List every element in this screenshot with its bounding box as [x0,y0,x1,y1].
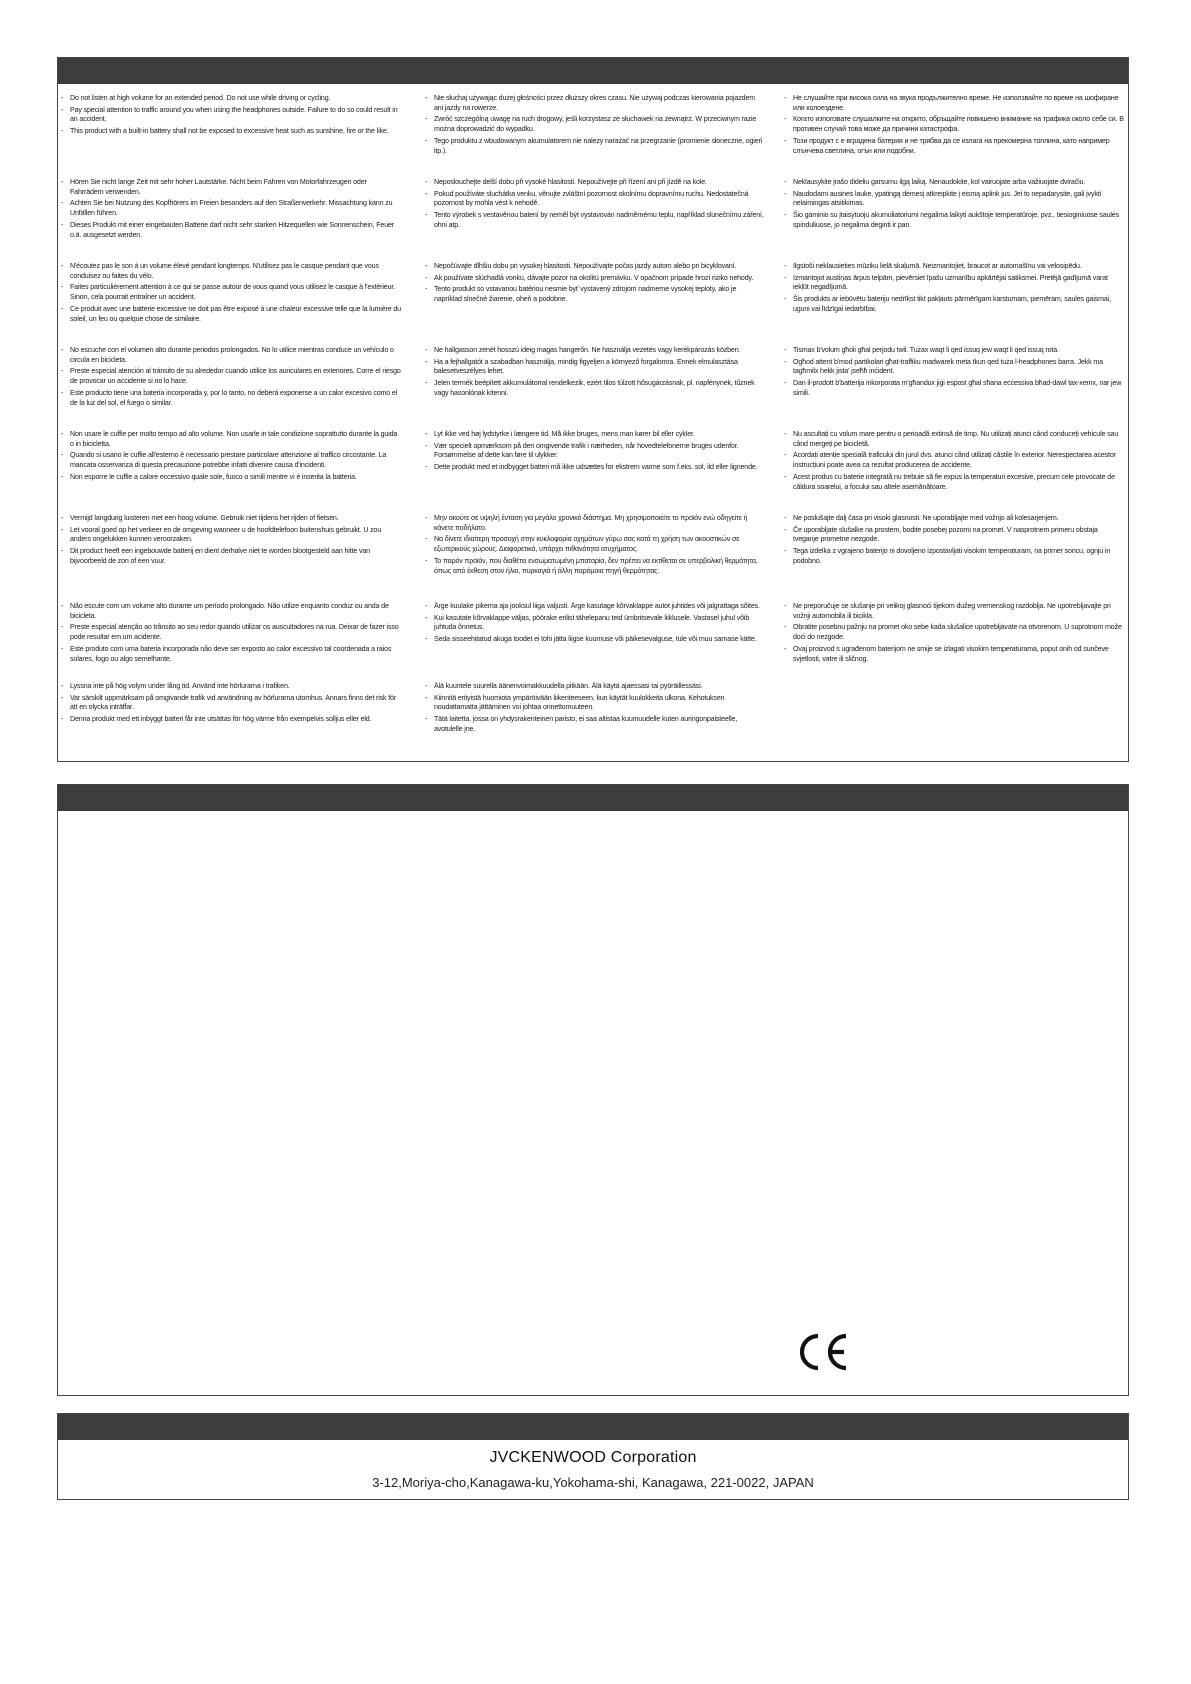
warning-item: - Pay special attention to traffic around you when using the headphones outside. Failure to do so could result in an accident. [61,106,401,125]
warning-item: - Vermijd langdurig luisteren met een hoog volume. Gebruik niet tijdens het rijden of fietsen. [61,514,401,524]
warning-item: - Quando si usano le cuffie all'esterno è necessario prestare particolare attenzione al traffico circostante. La mancata osservanza di questa precauzione potrebbe infatti divenire causa d'incidenti. [61,451,401,470]
warning-item: - Seda sisseehitatud akuga toodet ei tohi jätta liigse kuumuse või päikesevalguse, tule või muu sarnase kätte. [425,635,765,645]
warning-list [784,346,1124,399]
warning-list [425,94,765,156]
warning-item: - Μην ακούτε σε υψηλή ένταση για μεγάλο χρονικό διάστημα. Μη χρησιμοποιείτε το προϊόν ενώ οδηγείτε ή κάνετε ποδήλατο. [425,514,765,533]
language-block [61,514,401,569]
warning-item: - No escuche con el volumen alto durante periodos prolongados. No lo utilice mientras conduce un vehículo o circula en bicicleta. [61,346,401,365]
language-block [425,430,765,475]
language-block [784,430,1124,494]
warning-item: - Zwróć szczególną uwagę na ruch drogowy, jeśli korzystasz ze słuchawek na zewnątrz. W przeciwnym razie można doprowadzić do wypadku. [425,115,765,134]
warning-item: - Ogħod attent b'mod partikolari għat-traffiku madwarek meta tkun qed tuża l-headphones barra. Jekk ma tagħmilx hekk jista' jseħħ inċident. [784,358,1124,377]
warning-item: - Este produto com uma bateria incorporada não deve ser exposto ao calor excessivo tal coordenada a raios solares, fogo ou algo semelhante. [61,645,401,664]
warning-item: - Lyssna inte på hög volym under lång tid. Använd inte hörlurarna i trafiken. [61,682,401,692]
warning-item: - Dette produkt med et indbygget batteri må ikke udsættes for ekstrem varme som f.eks. sol, ild eller lignende. [425,463,765,473]
language-block [784,602,1124,666]
warning-item: - Kiinnitä erityistä huomiota ympäröivään liikenteeseen, kun käytät kuulokkeita ulkona. Kehotuksen noudattamatta jättäminen voi johtaa onnettomuuteen. [425,694,765,713]
warning-list [61,602,401,664]
warning-item: - Nepočúvajte dlhšiu dobu pri vysokej hlasitosti. Nepoužívajte počas jazdy autom alebo pri bicyklovaní. [425,262,765,272]
warning-list [425,346,765,399]
language-block [784,94,1124,158]
warning-item: - Tismax b'volum għoli għal perjodu twil. Tużax waqt li qed issuq jew waqt li qed issuq rota. [784,346,1124,356]
language-block [61,178,401,242]
warning-list [61,346,401,408]
language-block [784,514,1124,569]
language-block [61,346,401,410]
language-block [784,346,1124,401]
warning-item: - Ne poslušajte dalj časa pri visoki glasnosti. Ne uporabljajte med vožnjo ali kolesarjenjem. [784,514,1124,524]
language-block [425,94,765,158]
warning-item: - Lyt ikke ved høj lydstyrke i længere tid. Må ikke bruges, mens man kører bil eller cykler. [425,430,765,440]
warning-item: - Neposlouchejte delší dobu při vysoké hlasitosti. Nepoužívejte při řízení ani při jízdě na kole. [425,178,765,188]
safety-panel-header-bar [58,58,1128,84]
company-address: 3-12,Moriya-cho,Kanagawa-ku,Yokohama-shi, Kanagawa, 221-0022, JAPAN [372,1475,814,1490]
warning-item: - Dieses Produkt mit einer eingebauten Batterie darf nicht sehr starken Hitzequellen wie Sonnenschein, Feuer o.ä. ausgesetzt werden. [61,221,401,240]
warning-item: - Acest produs cu baterie integrată nu trebuie să fie expus la temperaturi excesive, precum cele provocate de căldura soarelui, a focului sau altele asemănătoare. [784,473,1124,492]
warning-item: - Когато използвате слушалките на открито, обръщайте повишено внимание на трафика около себе си. В противен случай това може да причини катастрофа. [784,115,1124,134]
warning-item: - Ce produit avec une batterie excessive ne doit pas être exposé à une chaleur excessive telle que la lumière du soleil, un feu ou quelque chose de similaire. [61,305,401,324]
company-info-panel [57,1413,1129,1500]
warning-item: - Šis produkts ar iebūvētu bateriju nedrīkst tikt pakļauts pārmērīgam karstumam, piemēram, saules gaismai, uguni vai līdzīgai iedarbībai. [784,295,1124,314]
warning-item: - Izmantojot austiņas ārpus telpām, pievērsiet īpašu uzmanību apkārtējai satiksmei. Pretējā gadījumā varat iekļūt negadījumā. [784,274,1124,293]
warning-item: - Älä kuuntele suurella äänenvoimakkuudella pitkään. Älä käytä ajaessasi tai pyöräillessäsi. [425,682,765,692]
warning-item: - Ne hallgasson zenét hosszú ideig magas hangerőn. Ne használja vezetés vagy kerékpározás közben. [425,346,765,356]
warning-item: - Να δίνετε ιδιαίτερη προσοχή στην κυκλοφορία οχημάτων γύρω σας κατά τη χρήση των ακουστικών σε εξωτερικούς χώρους. Διαφορετικά, υπάρχει πιθανότητα ατυχήματος. [425,535,765,554]
warning-item: - Nu ascultați cu volum mare pentru o perioadă extinsă de timp. Nu utilizați atunci când conduceți vehicule sau când mergeți pe bicicletă. [784,430,1124,449]
language-block [61,430,401,485]
warning-item: - Dan il-prodott b'batterija inkorporata m'għandux jiġi espost għal sħana eċċessiva bħad-dawl tax-xemx, nar jew simili. [784,379,1124,398]
language-block [425,346,765,401]
warning-item: - Preste especial atención al tránsito de su alrededor cuando utilice los auriculares en exteriores. Corre el riesgo de provocar un accidente si no lo hace. [61,367,401,386]
warning-item: - Tento výrobek s vestavěnou baterií by neměl být vystavován nadměrnému teplu, například slunečnímu záření, ohni atp. [425,211,765,230]
warning-item: - Acordați atenție specială traficului din jurul dvs. atunci când utilizați căștile în exterior. Nerespectarea acestor instrucțiuni poate avea ca rezultat producerea de accidente. [784,451,1124,470]
warning-item: - Nie słuchaj używając dużej głośności przez dłuższy okres czasu. Nie używaj podczas kierowania pojazdem ani jazdy na rowerze. [425,94,765,113]
warning-item: - Ne preporučuje se slušanje pri velikoj glasnoći tijekom dužeg vremenskog razdoblja. Ne upotrebljavajte pri vožnji automobila ili bicikla. [784,602,1124,621]
warning-list [61,430,401,483]
warning-item: - Če uporabljate slušalke na prostem, bodite posebej pozorni na promet. V nasprotnem primeru obstaja tveganje prometne nezgode. [784,526,1124,545]
warning-list [61,514,401,567]
warning-item: - Não escute com um volume alto durante um período prolongado. Não utilize enquanto conduz ou anda de bicicleta. [61,602,401,621]
warning-item: - Denna produkt med ett inbyggt batteri får inte utsättas för hög värme från exempelvis solljus eller eld. [61,715,401,725]
warning-list [425,514,765,576]
warning-item: - Tento produkt so vstavanou batériou nesmie byť vystavený zdrojom nadmerne vysokej teploty, ako je napríklad slnečné žiarenie, oheň a podobne. [425,285,765,304]
warning-item: - Non usare le cuffie per molto tempo ad alto volume. Non usarle in tale condizione soprattutto durante la guida o in bicicletta. [61,430,401,449]
warning-list [61,178,401,240]
warning-list [784,602,1124,664]
language-block [425,262,765,307]
language-block [61,262,401,326]
warning-item: - Ak používate slúchadlá vonku, dávajte pozor na okolitú premávku. V opačnom prípade hrozí riziko nehody. [425,274,765,284]
warning-item: - Tega izdelka z vgrajeno baterijo ni dovoljeno izpostavljati visokim temperaturam, na primer soncu, ognju in podobno. [784,547,1124,566]
warning-list [425,262,765,305]
warning-item: - Dit product heeft een ingebouwde batterij en dient derhalve niet te worden blootgesteld aan hitte van bijvoorbeeld de zon of een vuur. [61,547,401,566]
warning-item: - Το παρόν προϊόν, που διαθέτει ενσωματωμένη μπαταρία, δεν πρέπει να εκτίθεται σε υπερβολική θερμότητα, όπως από έκθεση στον ήλιο, πυρκαγιά ή άλλη παρόμοια πηγή θερμότητας. [425,557,765,576]
language-block [61,682,401,727]
notice-panel [57,784,1129,1396]
warning-item: - Vær specielt opmærksom på den omgivende trafik i nærheden, når hovedtelefonerne bruges udenfor. Forsømmelse af dette kan føre til ulykker. [425,442,765,461]
warning-item: - Do not listen at high volume for an extended period. Do not use while driving or cycling. [61,94,401,104]
warning-item: - Kui kasutate kõrvaklappe väljas, pöörake erilist tähelepanu teid ümbritsevale liiklusele. Vastasel juhul võib juhtuda õnnetus. [425,614,765,633]
ce-mark-icon [796,1332,852,1372]
warning-list [784,178,1124,231]
warning-list [784,514,1124,567]
warning-item: - Var särskilt uppmärksam på omgivande trafik vid användning av hörlurarna utomhus. Annars finns det risk för att en olycka inträffar. [61,694,401,713]
warning-list [61,94,401,137]
warning-item: - Este producto tiene una batería incorporada y, por lo tanto, no deberá exponerse a un calor excesivo como el de la luz del sol, el fuego o similar. [61,389,401,408]
language-block [784,178,1124,233]
warning-item: - Non esporre le cuffie a calore eccessivo quale sole, fuoco o simili mentre vi è inserita la batteria. [61,473,401,483]
warning-list [425,178,765,231]
language-block [61,94,401,139]
safety-precautions-panel [57,57,1129,762]
warning-item: - Faites particulièrement attention à ce qui se passe autour de vous quand vous utilisez le casque à l'extérieur. Sinon, cela pourrait entraîner un accident. [61,283,401,302]
language-block [425,514,765,578]
warning-item: - Tätä laitetta, jossa on yhdysrakenteinen paristo, ei saa altistaa kuumuudelle kuten auringonpaisteelle, avotulelle jne. [425,715,765,734]
warning-item: - Let vooral goed op het verkeer en de omgeving wanneer u de hoofdtelefoon buitenshuis gebruikt. U zou anders ongelukken kunnen veroorzaken. [61,526,401,545]
warning-item: - Ärge kuulake pikema aja jooksul liiga valjusti. Ärge kasutage kõrvaklappe autot juhtides või jalgrattaga sõites. [425,602,765,612]
language-block [425,682,765,737]
company-name: JVCKENWOOD Corporation [489,1449,697,1466]
warning-list [784,430,1124,492]
warning-item: - Ovaj proizvod s ugrađenom baterijom ne smije se izlagati visokim temperaturama, poput onih od sunčeve svjetlosti, vatre ili sličnog. [784,645,1124,664]
warning-item: - This product with a built-in battery shall not be exposed to excessive heat such as sunshine, fire or the like. [61,127,401,137]
warning-item: - Този продукт с е вградена батерия и не трябва да се излага на прекомерна топлина, като например слънчева светлина, огън или подобни. [784,137,1124,156]
warning-item: - Achten Sie bei Nutzung des Kopfhörers im Freien besonders auf den Straßenverkehr. Missachtung kann zu Unfällen führen. [61,199,401,218]
warning-item: - Naudodami ausines lauke, ypatingą dėmesį atkreipkite į eismą aplink jus. Jei to nepadarysite, gali įvykti nelaimingas atsitikimas. [784,190,1124,209]
warning-item: - Neklausykite įrašo dideliu garsumu ilgą laiką. Nenaudokite, kol vairuojate arba važiuojate dviračiu. [784,178,1124,188]
warning-item: - Не слушайте при висока сила на звука продължително време. Не използвайте по време на шофиране или колоездене. [784,94,1124,113]
warning-list [784,262,1124,315]
warning-item: - Šio gaminio su įtaisytuoju akumuliatoriumi negalima laikyti aukštoje temperatūroje, pvz., tiesioginiuose saulės spinduliuose, jo negalima deginti ir pan. [784,211,1124,230]
warning-item: - N'écoutez pas le son à un volume élevé pendant longtemps. N'utilisez pas le casque pendant que vous conduisez ou faites du vélo. [61,262,401,281]
warning-list [61,262,401,324]
warning-list [425,430,765,473]
company-panel-header-bar [58,1414,1128,1440]
warning-list [61,682,401,725]
warning-item: - Ilgstoši neklausieties mūziku lielā skaļumā. Neizmantojiet, braucot ar automašīnu vai velosipēdu. [784,262,1124,272]
warning-item: - Tego produktu z wbudowanym akumulatorem nie należy narażać na przegrzanie (promienie słoneczne, ogień itp.). [425,137,765,156]
warning-item: - Hören Sie nicht lange Zeit mit sehr hoher Lautstärke. Nicht beim Fahren von Motorfahrzeugen oder Fahrrädern verwenden. [61,178,401,197]
warning-item: - Preste especial atenção ao trânsito ao seu redor quando utilizar os auscultadores na rua. Deixar de fazer isso pode resultar em um acidente. [61,623,401,642]
warning-list [425,602,765,645]
warning-list [425,682,765,735]
warning-item: - Pokud používáte sluchátka venku, věnujte zvláštní pozornost okolnímu dopravnímu ruchu. Nedostatečná pozornost by mohla vést k nehodě. [425,190,765,209]
warning-item: - Obratite posebnu pažnju na promet oko sebe kada slušalice upotrebljavate na otvorenom. U suprotnom može doći do nezgode. [784,623,1124,642]
language-block [425,178,765,233]
warning-list [784,94,1124,156]
language-block [425,602,765,647]
notice-panel-header-bar [58,785,1128,811]
language-block [784,262,1124,317]
warning-item: - Ha a fejhallgatót a szabadban használja, mindig figyeljen a környező forgalomra. Ennek elmulasztása balesetveszélyes lehet. [425,358,765,377]
warning-item: - Jelen termék beépített akkumulátorral rendelkezik, ezért tilos túlzott hősugárzásnak, pl. napfénynek, tűznek vagy hasonlónak kitenni. [425,379,765,398]
language-block [61,602,401,666]
